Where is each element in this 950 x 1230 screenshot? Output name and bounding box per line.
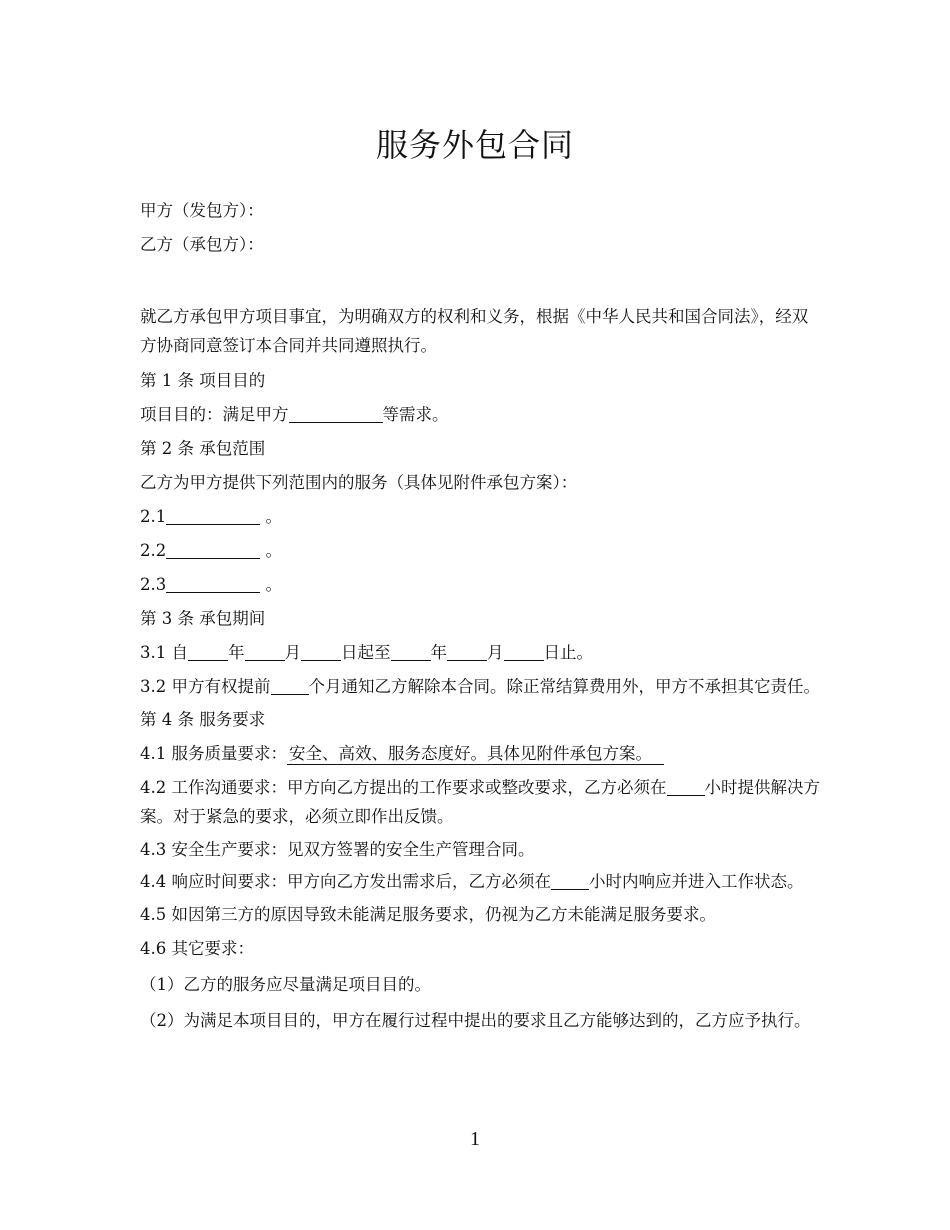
day-to-unit: 日止。	[543, 643, 593, 662]
scope-item-end: 。	[265, 575, 282, 594]
article-3-heading: 第 3 条 承包期间	[140, 609, 266, 628]
scope-item-blank[interactable]	[166, 540, 260, 559]
article-4-heading: 第 4 条 服务要求	[140, 710, 266, 729]
quality-requirement	[140, 737, 820, 771]
scope-item-blank[interactable]	[166, 574, 260, 593]
other-requirements: 4.6 其它要求：	[140, 939, 254, 958]
document-body	[140, 194, 820, 1035]
scope-item-end: 。	[265, 507, 282, 526]
scope-item-number: 2.1	[140, 507, 167, 526]
party-a-line: 甲方（发包方）：	[140, 201, 264, 220]
quality-value: 安全、高效、服务态度好。具体见附件承包方案。	[287, 744, 664, 765]
article-2-desc: 乙方为甲方提供下列范围内的服务（具体见附件承包方案）：	[140, 473, 578, 492]
end-month-blank[interactable]	[447, 642, 487, 661]
month-unit: 月	[284, 643, 301, 662]
spacer	[140, 262, 820, 302]
start-day-blank[interactable]	[301, 642, 341, 661]
purpose-suffix: 等需求。	[382, 405, 449, 424]
start-year-blank[interactable]	[188, 642, 228, 661]
scope-item-end: 。	[265, 541, 282, 560]
safety-requirement: 4.3 安全生产要求：见双方签署的安全生产管理合同。	[140, 840, 535, 859]
other-requirement-1: （1）乙方的服务应尽量满足项目目的。	[140, 975, 431, 994]
period-label: 3.1 自	[140, 643, 188, 662]
start-month-blank[interactable]	[245, 642, 285, 661]
communication-requirement	[140, 773, 820, 831]
scope-item-blank[interactable]	[166, 506, 260, 525]
intro-paragraph: 就乙方承包甲方项目事宜，为明确双方的权利和义务，根据《中华人民共和国合同法》，经双方协商同意签订本合同并共同遵照执行。	[140, 307, 809, 355]
communication-hours-blank[interactable]	[667, 777, 705, 796]
response-post: 小时内响应并进入工作状态。	[589, 872, 804, 891]
day-from-unit: 日起至	[341, 643, 391, 662]
termination-pre: 3.2 甲方有权提前	[140, 677, 271, 696]
quality-label: 4.1 服务质量要求：	[140, 744, 287, 763]
period-line	[140, 636, 820, 670]
scope-item-number: 2.2	[140, 541, 167, 560]
article-2-heading: 第 2 条 承包范围	[140, 439, 266, 458]
article-1-purpose	[140, 398, 820, 432]
year-unit: 年	[430, 643, 447, 662]
end-day-blank[interactable]	[504, 642, 544, 661]
article-1-heading: 第 1 条 项目目的	[140, 371, 266, 390]
termination-post: 个月通知乙方解除本合同。除正常结算费用外，甲方不承担其它责任。	[308, 677, 820, 696]
party-b-line: 乙方（承包方）：	[140, 235, 264, 254]
year-unit: 年	[228, 643, 245, 662]
response-hours-blank[interactable]	[551, 871, 589, 890]
other-requirement-2: （2）为满足本项目目的，甲方在履行过程中提出的要求且乙方能够达到的，乙方应予执行。	[140, 1011, 811, 1030]
scope-item-3	[140, 568, 820, 602]
notice-months-blank[interactable]	[271, 676, 309, 695]
third-party-clause: 4.5 如因第三方的原因导致未能满足服务要求，仍视为乙方未能满足服务要求。	[140, 905, 716, 924]
purpose-label: 项目目的：满足甲方	[140, 405, 289, 424]
scope-item-number: 2.3	[140, 575, 167, 594]
month-unit: 月	[487, 643, 504, 662]
scope-item-1	[140, 500, 820, 534]
communication-post: 小时提供解决方案。对于紧急的要求，必须立即作出反馈。	[140, 778, 820, 826]
page-number: 1	[470, 1128, 480, 1150]
purpose-blank[interactable]	[289, 404, 383, 423]
end-year-blank[interactable]	[391, 642, 431, 661]
document-title: 服务外包合同	[375, 126, 574, 164]
communication-pre: 4.2 工作沟通要求：甲方向乙方提出的工作要求或整改要求，乙方必须在	[140, 778, 667, 797]
response-pre: 4.4 响应时间要求：甲方向乙方发出需求后，乙方必须在	[140, 872, 551, 891]
response-requirement	[140, 867, 820, 896]
scope-item-2	[140, 534, 820, 568]
termination-paragraph	[140, 672, 820, 701]
